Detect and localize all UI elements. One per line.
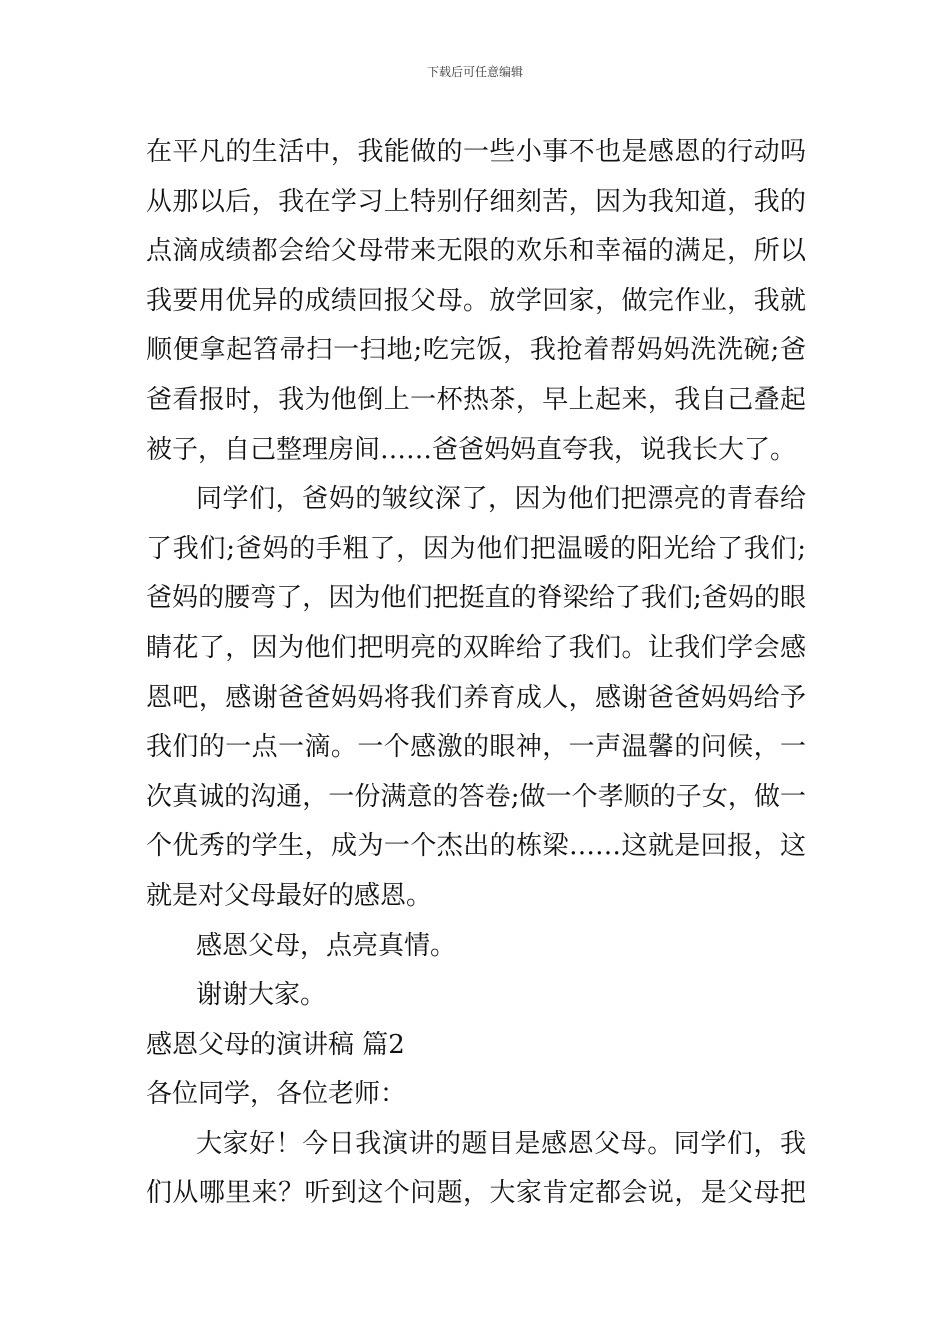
text-line: 我要用优异的成绩回报父母。放学回家，做完作业，我就: [146, 285, 806, 316]
text-line: 点滴成绩都会给父母带来无限的欢乐和幸福的满足，所以: [146, 236, 806, 267]
paragraph-start-line: 感恩父母，点亮真情。: [196, 930, 457, 961]
text-line: 次真诚的沟通，一份满意的答卷;做一个孝顺的子女，做一: [146, 781, 806, 812]
text-line: 在平凡的生活中，我能做的一些小事不也是感恩的行动吗: [146, 137, 806, 167]
text-line: 就是对父母最好的感恩。: [146, 880, 433, 911]
paragraph-start-line: 谢谢大家。: [196, 980, 327, 1011]
paragraph-start-line: 大家好！今日我演讲的题目是感恩父母。同学们，我: [196, 1128, 806, 1159]
text-line: 顺便拿起笤帚扫一扫地;吃完饭，我抢着帮妈妈洗洗碗;爸: [146, 335, 806, 366]
header-note: 下载后可任意编辑: [426, 65, 523, 79]
text-line: 了我们;爸妈的手粗了，因为他们把温暖的阳光给了我们;: [146, 533, 806, 564]
section-heading: 感恩父母的演讲稿 篇2: [146, 1029, 405, 1060]
text-line: 被子，自己整理房间……爸爸妈妈直夸我，说我长大了。: [146, 434, 797, 465]
text-line: 爸看报时，我为他倒上一杯热茶，早上起来，我自己叠起: [146, 384, 806, 415]
text-line: 个优秀的学生，成为一个杰出的栋梁……这就是回报，这: [146, 831, 806, 862]
paragraph-start-line: 同学们，爸妈的皱纹深了，因为他们把漂亮的青春给: [196, 484, 806, 515]
document-body: [146, 128, 806, 1219]
text-line: 恩吧，感谢爸爸妈妈将我们养育成人，感谢爸爸妈妈给予: [146, 682, 806, 713]
text-line: 爸妈的腰弯了，因为他们把挺直的脊梁给了我们;爸妈的眼: [146, 583, 806, 614]
text-line: 们从哪里来？听到这个问题，大家肯定都会说，是父母把: [146, 1178, 806, 1209]
text-line: 睛花了，因为他们把明亮的双眸给了我们。让我们学会感: [146, 632, 806, 663]
text-line: 我们的一点一滴。一个感激的眼神，一声温馨的问候，一: [146, 732, 806, 763]
salutation-line: 各位同学，各位老师：: [146, 1079, 407, 1110]
text-line: 从那以后，我在学习上特别仔细刻苦，因为我知道，我的: [146, 186, 806, 217]
